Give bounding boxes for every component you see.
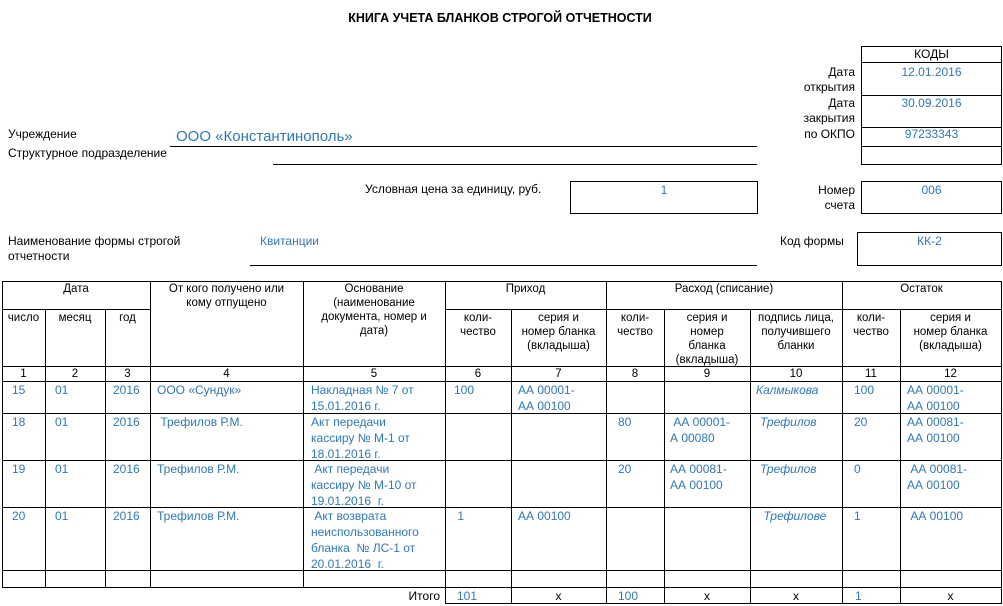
table-line <box>2 381 1002 382</box>
header-year: год <box>119 312 136 324</box>
header-income-qty: коли- чество <box>460 312 496 338</box>
close-date-label: Дата закрытия <box>803 96 855 125</box>
row3-basis: Акт передачи кассиру № М-10 от 19.01.2016 г. <box>311 462 417 508</box>
col-number: 2 <box>71 368 79 380</box>
table-col-line <box>45 309 46 587</box>
table-line <box>2 460 1002 461</box>
header-month: месяц <box>58 312 92 324</box>
col-number: 6 <box>474 368 482 380</box>
row3-from-to: Трефилов Р.М. <box>157 462 240 476</box>
row3-expense-sign: Трефилов <box>760 462 817 476</box>
table-col-line <box>511 309 512 603</box>
header-date: Дата <box>63 283 89 295</box>
col-number: 1 <box>20 368 27 380</box>
codes-divider <box>861 62 1002 63</box>
row4-balance-qty: 1 <box>854 509 861 523</box>
account-value: 006 <box>921 183 942 197</box>
table-line <box>2 413 1002 414</box>
total-income-series: х <box>555 589 562 603</box>
row4-income-series: АА 00100 <box>518 509 571 523</box>
header-balance: Остаток <box>900 283 943 295</box>
row3-balance-series: АА 00081- АА 00100 <box>907 462 968 492</box>
row1-expense-sign: Калмыкова <box>756 383 819 397</box>
col-number: 3 <box>124 368 131 380</box>
department-underline <box>273 164 757 165</box>
price-label: Условная цена за единицу, руб. <box>365 182 542 196</box>
row2-year: 2016 <box>113 415 140 429</box>
row1-basis: Накладная № 7 от 15.01.2016 г. <box>311 383 414 413</box>
row1-income-series: АА 00001- АА 00100 <box>518 383 575 413</box>
col-number: 5 <box>370 368 378 380</box>
row4-year: 2016 <box>113 509 140 523</box>
header-from-to: От кого получено или кому отпущено <box>168 283 285 309</box>
department-label: Структурное подразделение <box>8 146 167 160</box>
col-number: 10 <box>789 368 803 380</box>
header-income-series: серия и номер бланка (вкладыша) <box>521 312 596 352</box>
total-expense-sign: х <box>793 589 799 603</box>
form-name-underline <box>250 265 757 266</box>
table-col-line <box>150 281 151 587</box>
header-expense-qty: коли- чество <box>617 312 653 338</box>
row3-year: 2016 <box>113 462 140 476</box>
row2-balance-qty: 20 <box>854 415 868 429</box>
close-date-value: 30.09.2016 <box>901 96 962 110</box>
col-number: 9 <box>703 368 711 380</box>
table-col-line <box>1001 281 1002 603</box>
row2-from-to: Трефилов Р.М. <box>157 415 243 429</box>
row2-balance-series: АА 00081- АА 00100 <box>907 415 964 445</box>
row1-month: 01 <box>55 383 69 397</box>
table-col-line <box>750 309 751 603</box>
header-income: Приход <box>505 283 546 295</box>
col-number: 7 <box>555 368 562 380</box>
form-name-label: Наименование формы строгой отчетности <box>8 234 181 263</box>
col-number: 12 <box>944 368 957 380</box>
account-label: Номер счета <box>818 183 855 212</box>
total-expense-series: х <box>704 589 710 603</box>
row1-balance-series: АА 00001- АА 00100 <box>907 383 964 413</box>
okpo-value: 97233343 <box>904 127 959 141</box>
institution-underline <box>170 146 757 147</box>
header-balance-qty: коли- чество <box>853 312 889 338</box>
open-date-value: 12.01.2016 <box>901 65 962 79</box>
row3-expense-qty: 20 <box>618 462 632 476</box>
row4-basis: Акт возврата неиспользованного бланка № ЛС-1 от 20.01.2016 г. <box>311 509 419 571</box>
open-date-label: Дата открытия <box>803 65 855 94</box>
row1-day: 15 <box>12 383 26 397</box>
row2-expense-sign: Трефилов <box>760 415 817 429</box>
row3-balance-qty: 0 <box>854 462 861 476</box>
form-name-value: Квитанции <box>260 234 320 248</box>
row4-month: 01 <box>55 509 69 523</box>
row3-expense-series: АА 00081- АА 00100 <box>670 462 727 492</box>
row2-expense-series: АА 00001- А 00080 <box>670 415 731 445</box>
row4-day: 20 <box>12 509 26 523</box>
codes-divider <box>861 146 1002 147</box>
okpo-label: по ОКПО <box>804 127 855 141</box>
table-col-line <box>105 309 106 587</box>
price-value: 1 <box>660 183 668 197</box>
table-line <box>2 309 150 310</box>
table-col-line <box>900 309 901 603</box>
header-balance-series: серия и номер бланка (вкладыша) <box>913 312 988 352</box>
row4-income-qty: 1 <box>454 509 465 523</box>
institution-label: Учреждение <box>8 127 77 141</box>
total-balance-qty: 1 <box>855 589 862 603</box>
row1-balance-qty: 100 <box>854 383 875 397</box>
document-title: КНИГА УЧЕТА БЛАНКОВ СТРОГОЙ ОТЧЕТНОСТИ <box>348 11 652 25</box>
row2-expense-qty: 80 <box>618 415 632 429</box>
table-line <box>2 587 1002 588</box>
form-code-value: КК-2 <box>917 234 942 248</box>
header-day: число <box>7 312 40 324</box>
total-income-qty: 101 <box>457 589 478 603</box>
table-col-line <box>2 281 3 587</box>
table-line <box>445 309 1002 310</box>
table-line <box>2 507 1002 508</box>
total-label: Итого <box>408 589 440 603</box>
total-balance-series: х <box>947 589 954 603</box>
row1-income-qty: 100 <box>454 383 475 397</box>
row3-day: 19 <box>12 462 26 476</box>
col-number: 4 <box>223 368 230 380</box>
header-expense-series: серия и номер бланка (вкладыша) <box>675 312 739 366</box>
row1-year: 2016 <box>113 383 140 397</box>
header-expense: Расход (списание) <box>674 283 774 295</box>
row4-from-to: Трефилов Р.М. <box>157 509 240 523</box>
col-number: 8 <box>631 368 639 380</box>
institution-value: ООО «Константинополь» <box>176 128 353 145</box>
row2-basis: Акт передачи кассиру № М-1 от 18.01.2016 г. <box>311 415 410 461</box>
table-line <box>2 570 1002 571</box>
col-number: 11 <box>865 368 877 380</box>
header-expense-sign: подпись лица, получившего бланки <box>758 312 834 352</box>
row3-month: 01 <box>55 462 69 476</box>
codes-header: КОДЫ <box>914 47 949 61</box>
row2-day: 18 <box>12 415 26 429</box>
row4-expense-sign: Трефилове <box>760 509 827 523</box>
header-basis: Основание (наименование документа, номер и дата) <box>321 283 427 337</box>
total-expense-qty: 100 <box>618 589 639 603</box>
row4-balance-series: АА 00100 <box>907 509 964 523</box>
row1-from-to: ООО «Сундук» <box>157 383 242 397</box>
form-code-label: Код формы <box>780 234 844 248</box>
row2-month: 01 <box>55 415 69 429</box>
